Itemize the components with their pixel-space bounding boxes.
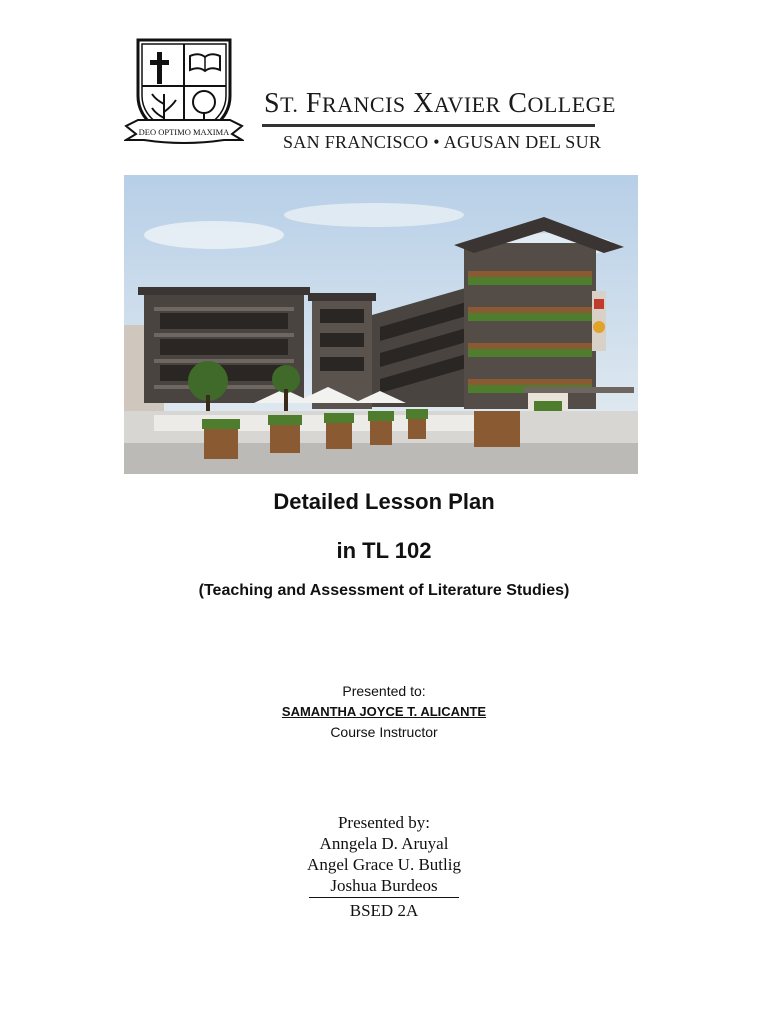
college-name: ST. FRANCIS XAVIER COLLEGE (264, 88, 616, 119)
presented-by-label: Presented by: (337, 813, 431, 832)
document-title: Detailed Lesson Plan (273, 489, 495, 514)
names-divider (309, 897, 459, 898)
college-seal-icon (124, 34, 244, 152)
course-code: in TL 102 (336, 538, 432, 563)
campus-building-image (124, 175, 638, 474)
presenter-name: Angel Grace U. Butlig (307, 855, 461, 874)
presented-to-label: Presented to: (342, 683, 426, 699)
instructor-name: SAMANTHA JOYCE T. ALICANTE (281, 704, 487, 719)
course-subtitle: (Teaching and Assessment of Literature Studies) (198, 582, 570, 599)
header-divider (262, 124, 595, 127)
presenter-name: Joshua Burdeos (330, 876, 438, 895)
college-location: SAN FRANCISCO • AGUSAN DEL SUR (283, 132, 602, 152)
instructor-role: Course Instructor (330, 724, 438, 740)
seal-motto: DEO OPTIMO MAXIMA (138, 127, 230, 137)
section-label: BSED 2A (349, 901, 419, 920)
presenter-name: Anngela D. Aruyal (319, 834, 449, 853)
